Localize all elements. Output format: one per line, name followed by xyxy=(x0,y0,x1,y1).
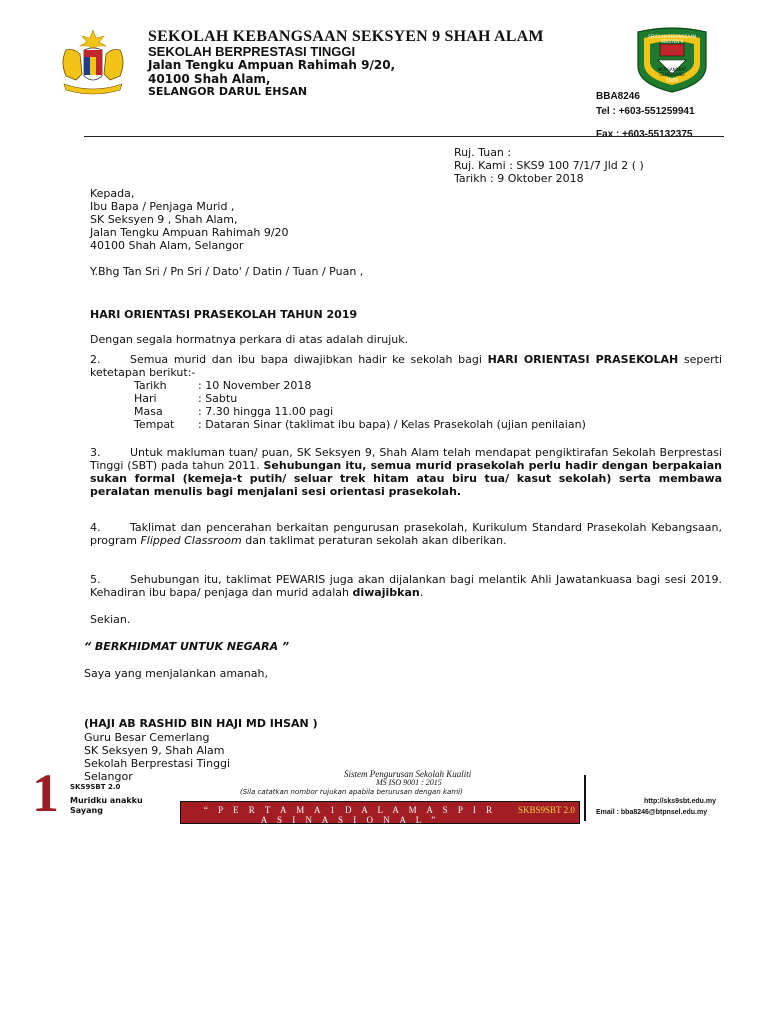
paragraph-2-number: 2. xyxy=(90,353,101,366)
signatory-title: Guru Besar Cemerlang xyxy=(84,731,210,744)
badge-number: 1 xyxy=(32,763,59,823)
detail-key: Tarikh xyxy=(134,379,167,392)
footer-note: (Sila catatkan nombor rujukan apabila berurusan dengan kami) xyxy=(240,788,463,796)
paragraph-5-text: Sehubungan itu, taklimat PEWARIS juga akan dijalankan bagi melantik Ahli Jawatankuasa bagi sesi 2019. Kehadiran ibu bapa/ penjaga dan murid adalah xyxy=(90,573,722,599)
ruj-kami: Ruj. Kami : SKS9 100 7/1/7 Jld 2 ( ) xyxy=(454,159,644,172)
paragraph-4 xyxy=(90,521,722,547)
signatory-status: Sekolah Berprestasi Tinggi xyxy=(84,757,231,770)
paragraph-4-text-end: dan taklimat peraturan sekolah akan diberikan. xyxy=(241,534,507,547)
footer-divider xyxy=(584,775,586,821)
detail-value: : Dataran Sinar (taklimat ibu bapa) / Kelas Prasekolah (ujian penilaian) xyxy=(198,418,586,431)
badge-line-3: Sayang xyxy=(70,806,103,815)
badge-line-1: SKS9SBT 2.0 xyxy=(70,783,121,791)
paragraph-3 xyxy=(90,446,722,498)
paragraph-5-number: 5. xyxy=(90,573,101,586)
recipient-line-2: Ibu Bapa / Penjaga Murid , xyxy=(90,200,235,213)
detail-row-hari xyxy=(134,392,237,405)
paragraph-5-bold: diwajibkan xyxy=(352,586,420,599)
paragraph-5-text-end: . xyxy=(419,586,424,599)
school-code: BBA8246 xyxy=(596,91,640,102)
paragraph-2-text-end: seperti ketetapan berikut:- xyxy=(90,353,723,379)
detail-value: : 7.30 hingga 11.00 pagi xyxy=(198,405,334,418)
paragraph-4-text: Taklimat dan pencerahan berkaitan pengurusan prasekolah, Kurikulum Standard Prasekolah Kebangsaan, program xyxy=(90,521,722,547)
closing: Sekian. xyxy=(90,613,131,626)
detail-value: : 10 November 2018 xyxy=(198,379,312,392)
crest-motto: MENGANGKAT CEMERLANG xyxy=(657,67,687,77)
footer-code: SKBS9SBT 2.0 xyxy=(518,805,575,815)
school-name: SEKOLAH KEBANGSAAN SEKSYEN 9 SHAH ALAM xyxy=(148,28,544,45)
iso-line-2: MS ISO 9001 : 2015 xyxy=(376,778,442,787)
recipient-line-1: Kepada, xyxy=(90,187,135,200)
recipient-line-3: SK Seksyen 9 , Shah Alam, xyxy=(90,213,238,226)
paragraph-4-italic: Flipped Classroom xyxy=(140,534,242,547)
telephone: Tel : +603-551259941 xyxy=(596,106,695,117)
address-line-1: Jalan Tengku Ampuan Rahimah 9/20, xyxy=(148,58,396,72)
iso-line-1: Sistem Pengurusan Sekolah Kualiti xyxy=(344,769,472,779)
paragraph-4-number: 4. xyxy=(90,521,101,534)
address-line-3: SELANGOR DARUL EHSAN xyxy=(148,85,308,98)
fax: Fax : +603-55132375 xyxy=(596,129,693,140)
signatory-state: Selangor xyxy=(84,770,133,783)
footer-motto: “ P E R T A M A 1 D A L A M A S P I R A S I N A S I O N A L ” xyxy=(203,805,497,825)
detail-key: Hari xyxy=(134,392,157,405)
signatory-name: (HAJI AB RASHID BIN HAJI MD IHSAN ) xyxy=(84,717,318,730)
paragraph-5 xyxy=(90,573,722,599)
email-link[interactable]: Email : bba8246@btpnsel.edu.my xyxy=(596,809,708,816)
salutation: Y.Bhg Tan Sri / Pn Sri / Dato' / Datin / Tuan / Puan , xyxy=(90,265,364,278)
signatory-school: SK Seksyen 9, Shah Alam xyxy=(84,744,225,757)
crest-year: 1989 xyxy=(665,78,679,84)
detail-value: : Sabtu xyxy=(198,392,238,405)
website-link[interactable]: http://sks9sbt.edu.my xyxy=(644,798,716,805)
school-crest-logo xyxy=(630,26,714,94)
school-tagline: SEKOLAH BERPRESTASI TINGGI xyxy=(148,44,356,59)
paragraph-2 xyxy=(90,353,722,379)
detail-row-tempat xyxy=(134,418,586,431)
address-line-2: 40100 Shah Alam, xyxy=(148,72,271,86)
paragraph-3-bold: Sehubungan itu, semua murid prasekolah perlu hadir dengan berpakaian sukan formal (kemeja-t putih/ seluar trek hitam atau biru tua/ kasut sekolah) serta membawa peralatan menulis bagi menjalani sesi orientasi prasekolah. xyxy=(90,459,722,498)
paragraph-2-text: Semua murid dan ibu bapa diwajibkan hadir ke sekolah bagi xyxy=(130,353,488,366)
detail-row-tarikh xyxy=(134,379,311,392)
recipient-line-5: 40100 Shah Alam, Selangor xyxy=(90,239,244,252)
detail-key: Tempat xyxy=(134,418,175,431)
ruj-tuan: Ruj. Tuan : xyxy=(454,146,512,159)
paragraph-1: Dengan segala hormatnya perkara di atas adalah dirujuk. xyxy=(90,333,409,346)
paragraph-3-text: Untuk makluman tuan/ puan, SK Seksyen 9, Shah Alam telah mendapat pengiktirafan Sekolah Berprestasi Tinggi (SBT) pada tahun 2011. xyxy=(90,446,722,472)
crest-text: SEKOLAH KEBANGSAAN SEKSYEN 9 xyxy=(648,34,696,44)
trust-line: Saya yang menjalankan amanah, xyxy=(84,667,268,680)
coat-of-arms-icon xyxy=(56,28,130,98)
motto: “ BERKHIDMAT UNTUK NEGARA ” xyxy=(84,640,290,653)
detail-key: Masa xyxy=(134,405,163,418)
letter-date: Tarikh : 9 Oktober 2018 xyxy=(454,172,584,185)
detail-row-masa xyxy=(134,405,333,418)
recipient-line-4: Jalan Tengku Ampuan Rahimah 9/20 xyxy=(90,226,289,239)
paragraph-2-bold: HARI ORIENTASI PRASEKOLAH xyxy=(487,353,679,366)
coat-of-arms-logo xyxy=(56,28,130,98)
header-divider xyxy=(84,136,724,137)
paragraph-3-number: 3. xyxy=(90,446,101,459)
letter-subject: HARI ORIENTASI PRASEKOLAH TAHUN 2019 xyxy=(90,308,358,321)
badge-line-2: Muridku anakku xyxy=(70,796,143,805)
